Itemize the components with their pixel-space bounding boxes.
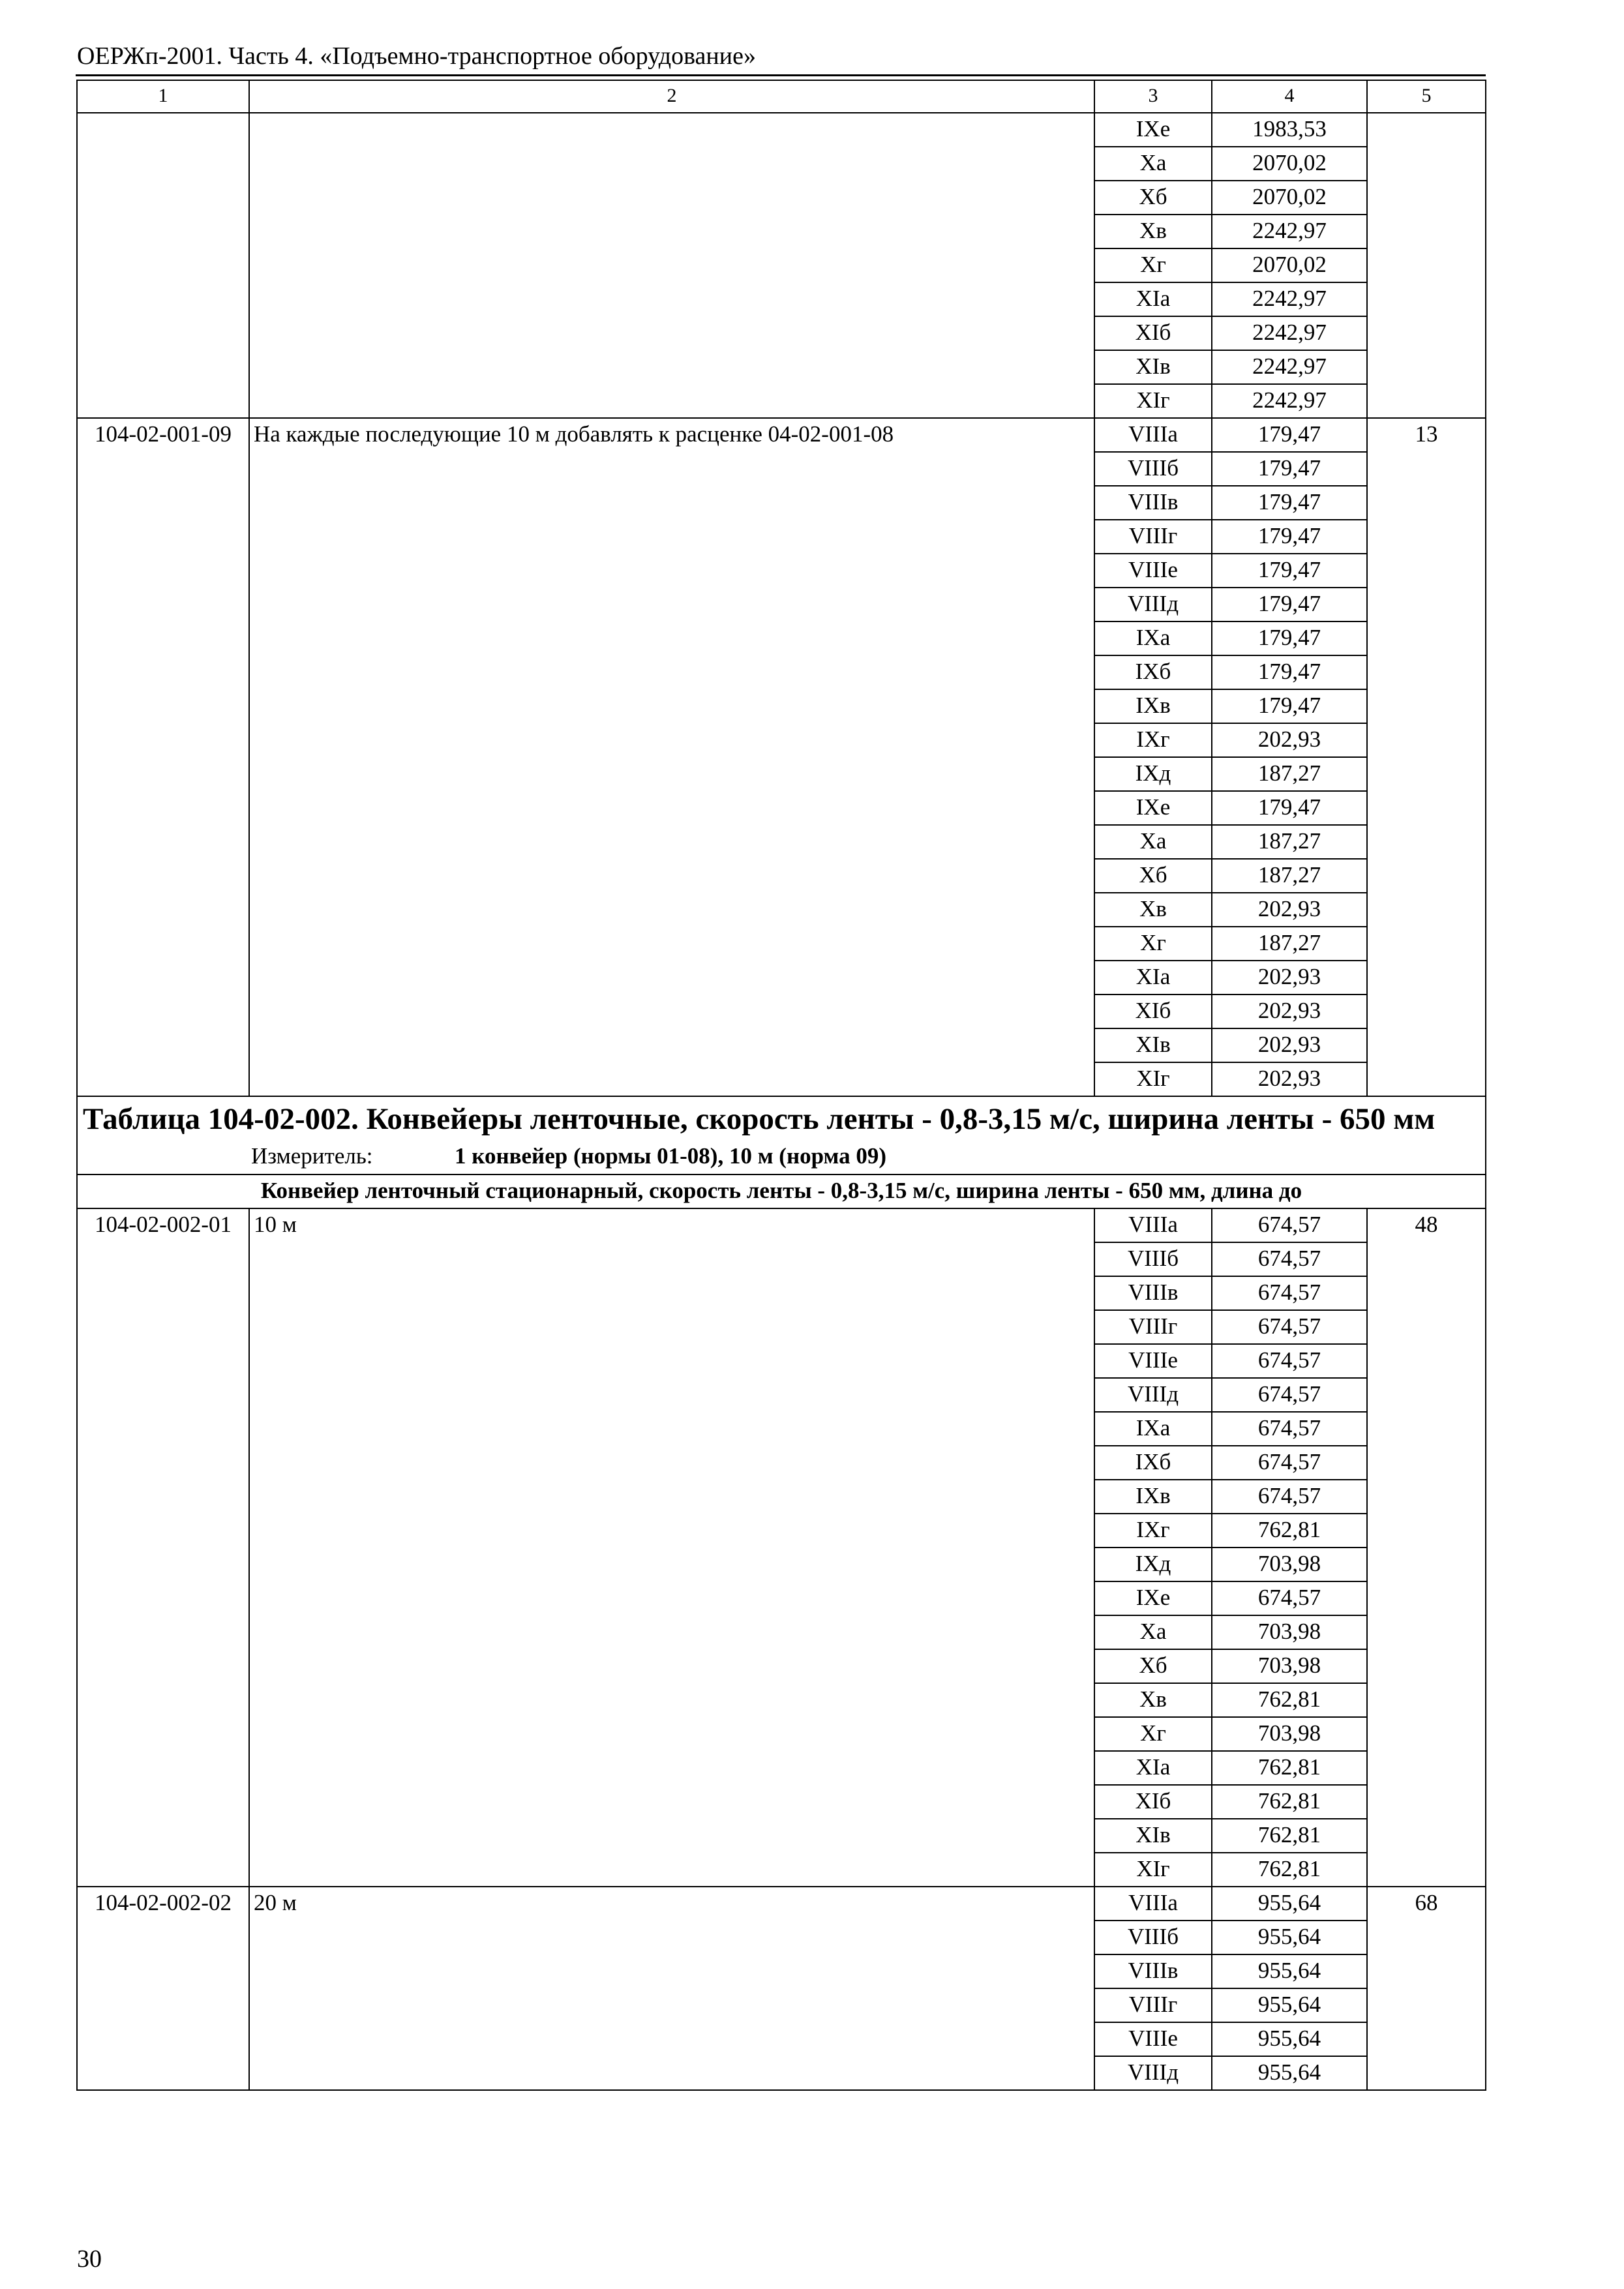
- table-row: [77, 1887, 1486, 1921]
- region-code: IXе: [1094, 113, 1212, 147]
- region-code: VIIIб: [1094, 452, 1212, 486]
- region-code: IXб: [1094, 655, 1212, 689]
- region-code: Xг: [1094, 248, 1212, 282]
- rate-value: 202,93: [1212, 1028, 1367, 1062]
- region-code: IXв: [1094, 689, 1212, 723]
- region-code: XIб: [1094, 316, 1212, 350]
- region-code: XIб: [1094, 995, 1212, 1028]
- region-code: XIг: [1094, 1853, 1212, 1887]
- region-code: VIIIе: [1094, 554, 1212, 588]
- region-code: IXе: [1094, 791, 1212, 825]
- region-code: Xв: [1094, 215, 1212, 248]
- rates-table: [76, 80, 1486, 2091]
- page-header-title: ОЕРЖп-2001. Часть 4. «Подъемно-транспортное оборудование»: [77, 42, 756, 70]
- measure-label: Измеритель:: [251, 1143, 373, 1169]
- region-code: IXб: [1094, 1446, 1212, 1480]
- column-number: 1: [77, 80, 249, 113]
- page-number: 30: [77, 2245, 102, 2273]
- table-row: [77, 113, 1486, 147]
- region-code: XIв: [1094, 1819, 1212, 1853]
- rate-value: 1983,53: [1212, 113, 1367, 147]
- rate-value: 187,27: [1212, 927, 1367, 961]
- column-number-row: [77, 80, 1486, 113]
- rate-value: 955,64: [1212, 1921, 1367, 1954]
- measure-line: [83, 1141, 1480, 1171]
- column-5-value: 13: [1367, 418, 1486, 1096]
- group-heading-row: [77, 1174, 1486, 1208]
- region-code: XIг: [1094, 1062, 1212, 1096]
- rate-value: 674,57: [1212, 1378, 1367, 1412]
- region-code: VIIIг: [1094, 520, 1212, 554]
- column-number: 4: [1212, 80, 1367, 113]
- rate-value: 2070,02: [1212, 147, 1367, 181]
- region-code: VIIIд: [1094, 1378, 1212, 1412]
- header-rule: [76, 74, 1486, 76]
- region-code: IXа: [1094, 1412, 1212, 1446]
- region-code: XIв: [1094, 350, 1212, 384]
- rate-value: 179,47: [1212, 520, 1367, 554]
- rate-value: 955,64: [1212, 1954, 1367, 1988]
- region-code: VIIIа: [1094, 1208, 1212, 1242]
- region-code: IXг: [1094, 723, 1212, 757]
- rate-value: 179,47: [1212, 418, 1367, 452]
- region-code: VIIIв: [1094, 1954, 1212, 1988]
- rate-value: 202,93: [1212, 995, 1367, 1028]
- rates-table-body: [77, 80, 1486, 2090]
- rate-value: 674,57: [1212, 1581, 1367, 1615]
- rate-value: 955,64: [1212, 2022, 1367, 2056]
- region-code: VIIIв: [1094, 486, 1212, 520]
- column-5-value: 68: [1367, 1887, 1486, 2090]
- rate-value: 187,27: [1212, 757, 1367, 791]
- column-number: 3: [1094, 80, 1212, 113]
- region-code: VIIIг: [1094, 1310, 1212, 1344]
- region-code: Xа: [1094, 825, 1212, 859]
- region-code: VIIIг: [1094, 1988, 1212, 2022]
- rate-value: 674,57: [1212, 1412, 1367, 1446]
- rate-value: 2242,97: [1212, 282, 1367, 316]
- rate-value: 2242,97: [1212, 316, 1367, 350]
- region-code: XIа: [1094, 961, 1212, 995]
- region-code: VIIIб: [1094, 1921, 1212, 1954]
- region-code: IXд: [1094, 757, 1212, 791]
- table-caption-row: [77, 1096, 1486, 1174]
- region-code: Xа: [1094, 1615, 1212, 1649]
- rate-value: 179,47: [1212, 588, 1367, 621]
- rate-value: 179,47: [1212, 452, 1367, 486]
- rate-value: 762,81: [1212, 1751, 1367, 1785]
- group-heading: Конвейер ленточный стационарный, скорость ленты - 0,8-3,15 м/с, ширина ленты - 650 мм, длина до: [77, 1174, 1486, 1208]
- rate-code: 104-02-002-02: [77, 1887, 249, 2090]
- rate-value: 674,57: [1212, 1242, 1367, 1276]
- rate-value: 2070,02: [1212, 181, 1367, 215]
- rate-value: 2242,97: [1212, 350, 1367, 384]
- rate-value: 955,64: [1212, 1887, 1367, 1921]
- region-code: XIа: [1094, 1751, 1212, 1785]
- column-5-value: 48: [1367, 1208, 1486, 1887]
- rate-value: 955,64: [1212, 2056, 1367, 2090]
- rate-description: На каждые последующие 10 м добавлять к расценке 04-02-001-08: [249, 418, 1094, 1096]
- rate-value: 179,47: [1212, 655, 1367, 689]
- rate-value: 202,93: [1212, 893, 1367, 927]
- rate-value: 2242,97: [1212, 215, 1367, 248]
- rate-value: 674,57: [1212, 1208, 1367, 1242]
- region-code: XIг: [1094, 384, 1212, 418]
- region-code: Xб: [1094, 181, 1212, 215]
- rate-value: 674,57: [1212, 1344, 1367, 1378]
- rate-value: 179,47: [1212, 554, 1367, 588]
- region-code: VIIIа: [1094, 418, 1212, 452]
- region-code: VIIIа: [1094, 1887, 1212, 1921]
- rate-value: 202,93: [1212, 1062, 1367, 1096]
- measure-value: 1 конвейер (нормы 01-08), 10 м (норма 09): [455, 1143, 887, 1169]
- region-code: Xа: [1094, 147, 1212, 181]
- rate-description: [249, 113, 1094, 418]
- rate-value: 703,98: [1212, 1548, 1367, 1581]
- region-code: IXе: [1094, 1581, 1212, 1615]
- table-row: [77, 418, 1486, 452]
- rate-value: 187,27: [1212, 825, 1367, 859]
- region-code: VIIIе: [1094, 2022, 1212, 2056]
- rate-code: 104-02-002-01: [77, 1208, 249, 1887]
- rate-value: 2242,97: [1212, 384, 1367, 418]
- rate-value: 202,93: [1212, 723, 1367, 757]
- region-code: IXг: [1094, 1514, 1212, 1548]
- rate-value: 179,47: [1212, 621, 1367, 655]
- region-code: Xв: [1094, 893, 1212, 927]
- column-number: 2: [249, 80, 1094, 113]
- region-code: XIа: [1094, 282, 1212, 316]
- rate-value: 762,81: [1212, 1785, 1367, 1819]
- region-code: VIIIе: [1094, 1344, 1212, 1378]
- column-number: 5: [1367, 80, 1486, 113]
- region-code: Xв: [1094, 1683, 1212, 1717]
- rate-description: 20 м: [249, 1887, 1094, 2090]
- rate-value: 202,93: [1212, 961, 1367, 995]
- region-code: IXа: [1094, 621, 1212, 655]
- rate-code: 104-02-001-09: [77, 418, 249, 1096]
- rate-value: 179,47: [1212, 689, 1367, 723]
- table-caption: [77, 1096, 1486, 1174]
- rate-value: 955,64: [1212, 1988, 1367, 2022]
- region-code: VIIIв: [1094, 1276, 1212, 1310]
- rate-value: 674,57: [1212, 1480, 1367, 1514]
- rate-description: 10 м: [249, 1208, 1094, 1887]
- rate-value: 703,98: [1212, 1649, 1367, 1683]
- rate-value: 179,47: [1212, 486, 1367, 520]
- region-code: Xб: [1094, 1649, 1212, 1683]
- region-code: IXв: [1094, 1480, 1212, 1514]
- rate-value: 762,81: [1212, 1514, 1367, 1548]
- table-title: Таблица 104-02-002. Конвейеры ленточные, скорость ленты - 0,8-3,15 м/с, ширина ленты - 650 мм: [83, 1102, 1436, 1136]
- region-code: IXд: [1094, 1548, 1212, 1581]
- rate-value: 674,57: [1212, 1276, 1367, 1310]
- region-code: Xг: [1094, 1717, 1212, 1751]
- region-code: XIб: [1094, 1785, 1212, 1819]
- rate-value: 703,98: [1212, 1717, 1367, 1751]
- rate-value: 179,47: [1212, 791, 1367, 825]
- rate-value: 187,27: [1212, 859, 1367, 893]
- region-code: VIIIд: [1094, 2056, 1212, 2090]
- region-code: XIв: [1094, 1028, 1212, 1062]
- region-code: Xб: [1094, 859, 1212, 893]
- rate-value: 674,57: [1212, 1446, 1367, 1480]
- rate-value: 762,81: [1212, 1819, 1367, 1853]
- rate-value: 703,98: [1212, 1615, 1367, 1649]
- rate-code: [77, 113, 249, 418]
- region-code: VIIIд: [1094, 588, 1212, 621]
- rate-value: 674,57: [1212, 1310, 1367, 1344]
- region-code: Xг: [1094, 927, 1212, 961]
- rate-value: 762,81: [1212, 1853, 1367, 1887]
- rate-value: 762,81: [1212, 1683, 1367, 1717]
- table-row: [77, 1208, 1486, 1242]
- rate-value: 2070,02: [1212, 248, 1367, 282]
- column-5-value: [1367, 113, 1486, 418]
- region-code: VIIIб: [1094, 1242, 1212, 1276]
